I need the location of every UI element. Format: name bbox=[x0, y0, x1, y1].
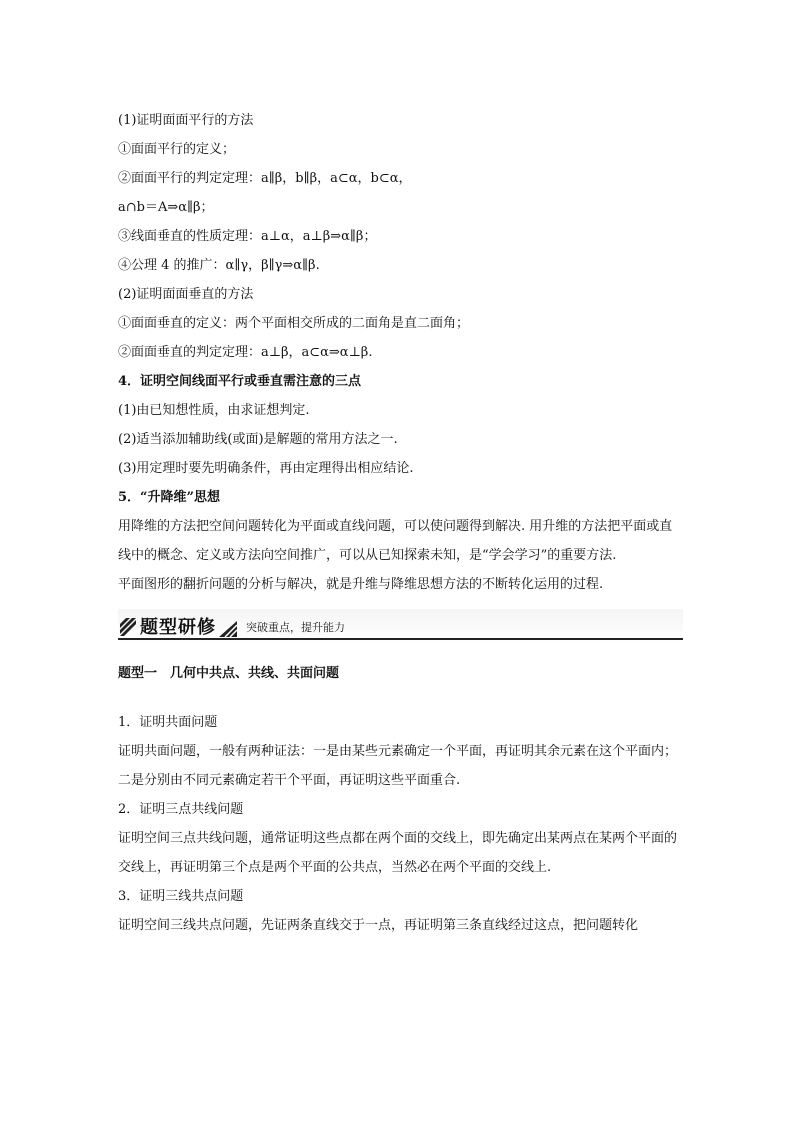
item-heading: 3．证明三线共点问题 bbox=[118, 889, 244, 904]
banner-title: 题型研修 bbox=[140, 617, 216, 638]
text-line: ②面面垂直的判定定理：a⊥β，a⊂α⇒α⊥β. bbox=[118, 345, 373, 360]
section-banner bbox=[118, 609, 683, 645]
text-line: ①面面垂直的定义：两个平面相交所成的二面角是直二面角； bbox=[118, 316, 470, 331]
item-heading: 1．证明共面问题 bbox=[118, 715, 218, 730]
triangle-stripes-icon bbox=[219, 621, 237, 637]
item-heading: 2．证明三点共线问题 bbox=[118, 802, 244, 817]
text-line: (2)适当添加辅助线(或面)是解题的常用方法之一. bbox=[118, 432, 398, 447]
banner-subtitle: 突破重点，提升能力 bbox=[246, 621, 345, 634]
text-line: (1)由已知想性质，由求证想判定. bbox=[118, 403, 310, 418]
text-line: (2)证明面面垂直的方法 bbox=[118, 287, 254, 302]
text-line: 平面图形的翻折问题的分析与解决，就是升维与降维思想方法的不断转化运用的过程. bbox=[118, 577, 604, 592]
paragraph: 用降维的方法把空间问题转化为平面或直线问题，可以使问题得到解决. 用升维的方法把平面或直线中的概念、定义或方法向空间推广，可以从已知探索未知，是“学会学习”的重要方法. bbox=[118, 519, 673, 563]
paragraph: 证明共面问题，一般有两种证法：一是由某些元素确定一个平面，再证明其余元素在这个平面内；二是分别由不同元素确定若干个平面，再证明这些平面重合. bbox=[118, 744, 678, 788]
text-line: ②面面平行的判定定理：a∥β，b∥β，a⊂α，b⊂α， bbox=[118, 171, 412, 186]
paragraph: 证明空间三点共线问题，通常证明这些点都在两个面的交线上，即先确定出某两点在某两个平面的交线上，再证明第三个点是两个平面的公共点，当然必在两个平面的交线上. bbox=[118, 831, 678, 875]
text-line: ③线面垂直的性质定理：a⊥α，a⊥β⇒α∥β； bbox=[118, 229, 377, 244]
paragraph: 证明空间三线共点问题，先证两条直线交于一点，再证明第三条直线经过这点，把问题转化 bbox=[118, 918, 639, 933]
banner-rule bbox=[118, 638, 683, 640]
document-page bbox=[118, 106, 683, 940]
subsection-heading: 4．证明空间线面平行或垂直需注意的三点 bbox=[118, 374, 362, 389]
text-line: a∩b＝A⇒α∥β； bbox=[118, 200, 214, 215]
text-line: ①面面平行的定义； bbox=[118, 142, 236, 157]
text-line: (1)证明面面平行的方法 bbox=[118, 113, 254, 128]
section-title: 题型一 几何中共点、共线、共面问题 bbox=[118, 666, 340, 681]
subsection-heading: 5．“升降维”思想 bbox=[118, 490, 221, 505]
text-line: ④公理 4 的推广：α∥γ，β∥γ⇒α∥β. bbox=[118, 258, 320, 273]
stripes-icon bbox=[120, 618, 136, 636]
text-line: (3)用定理时要先明确条件，再由定理得出相应结论. bbox=[118, 461, 414, 476]
